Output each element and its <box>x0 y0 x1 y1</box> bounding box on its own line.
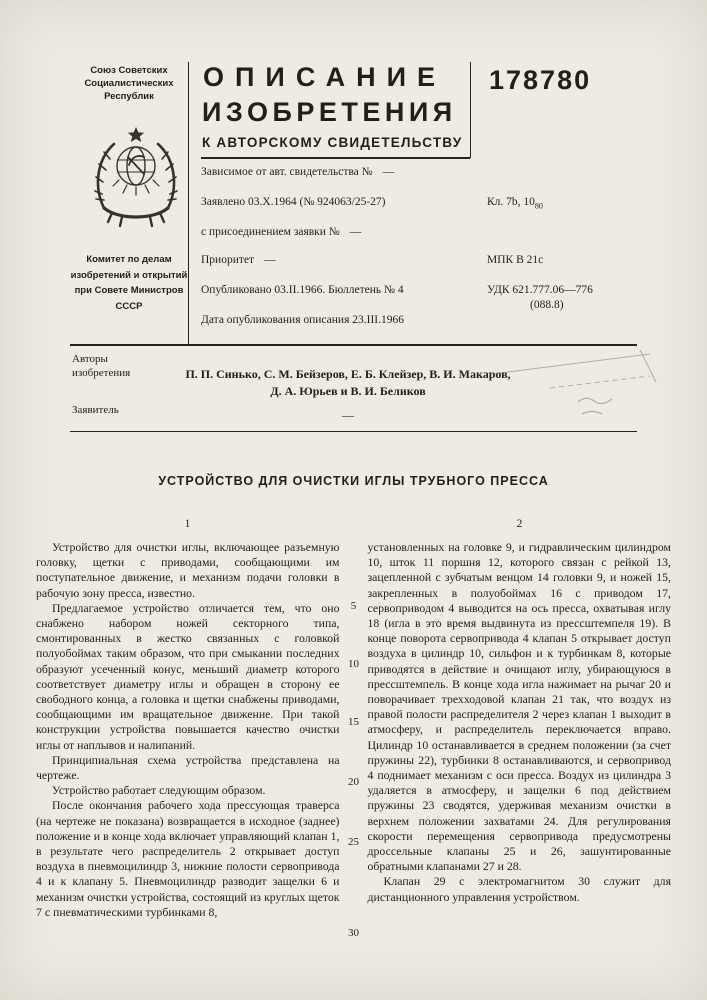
field-label: с присоединением заявки № <box>201 226 340 238</box>
body-paragraph: установленных на головке 9, и гидравлическим цилиндром 10, шток 11 поршня 12, которого связан с рейкой 13, зацепленной с зубчатым венцом 14 головки 9, и ножей 15, закрепленных в полуобоймах 16 с приводом 17, сервоприводом 4 выводится на ось пресса, охватывая иглу 18 (игла в это время выдвинута из прессштемпеля 19). В конце поворота сервопривода 4 клапан 5 открывает доступ воздуха в цилиндр 10, сильфон и к турбинкам 8, которые приводятся в действие и очищают иглу, убирающуюся в прессштемпель. В конце хода игла нажимает на рычаг 20 и поворачивает трехходовой клапан 21 так, что воздух из правой полости распределителя 2 через клапан 1 выходит в атмосферу, и распределитель переключается вправо. Цилиндр 10 останавливается в среднем положении (за счет пружины 22), турбинки 8 останавливаются, и сервопривод 4 поднимает механизм с оси пресса. Воздух из цилиндра 3 удаляется в атмосферу, и защелки 6 под действием пружины 23 сводятся, удерживая механизм очистки в верхнем положении захватами 24. Для регулирования скорости перемещения сервопривода предусмотрены дроссельные клапаны 25 и 26, зашунтированные обратными клапанами 27 и 28. <box>367 540 671 874</box>
committee-name <box>58 252 200 314</box>
ussr-emblem-icon <box>88 124 184 235</box>
line-number: 15 <box>348 716 359 728</box>
patent-number: 178780 <box>470 62 638 158</box>
authors-label-line: изобретения <box>72 367 131 379</box>
column-header-1: 1 <box>184 518 191 530</box>
field-label: Дата опубликования описания 23.III.1966 <box>201 314 404 326</box>
union-line: Социалистических <box>84 78 174 89</box>
doc-title-izobreteniya: ИЗОБРЕТЕНИЯ <box>202 97 457 127</box>
classification-udc: УДК 621.777.06—776 <box>487 284 593 296</box>
field-label: Опубликовано 03.II.1966. Бюллетень № 4 <box>201 284 404 296</box>
line-number: 30 <box>348 927 359 939</box>
field-joined <box>201 226 486 238</box>
body-paragraph: Устройство для очистки иглы, включающее разъемную головку, щетки с приводами, сообщающими им поступательное движение, и механизм подачи головки в рабочую зону пресса, известно. <box>36 540 340 600</box>
line-number: 20 <box>348 776 359 788</box>
body-paragraph: Клапан 29 с электромагнитом 30 служит для дистанционного управления устройством. <box>367 874 671 904</box>
vertical-divider <box>188 62 189 345</box>
applicant-label: Заявитель <box>72 404 119 416</box>
horizontal-rule <box>70 344 637 346</box>
authors-label <box>72 352 130 380</box>
applicant-value: — <box>342 408 354 422</box>
committee-line: изобретений и открытий <box>70 269 188 281</box>
line-number: 10 <box>348 658 359 670</box>
classification-udc2: (088.8) <box>530 299 564 311</box>
committee-line: при Совете Министров <box>74 285 184 296</box>
field-dependent <box>201 166 486 178</box>
body-paragraph: Предлагаемое устройство отличается тем, что оно снабжено набором ножей секторного типа, смонтированных в жестко связанных с головкой полуобоймах таким образом, что при смыкании последних образуют усеченный конус, меньший диаметр которого соответствует диаметру иглы и обращен в сторону ее свободного конца, а головка и щетки снабжены приводами, сообщающими им вращательное движение. При такой конструкции устройства повышается качество очистки иглы от наплывов и налипаний. <box>36 600 340 752</box>
body-text <box>36 540 671 920</box>
doc-title-opisanie: ОПИСАНИЕ <box>203 62 447 92</box>
stamp-mark <box>490 348 658 433</box>
invention-title: УСТРОЙСТВО ДЛЯ ОЧИСТКИ ИГЛЫ ТРУБНОГО ПРЕССА <box>158 474 549 488</box>
committee-line: Комитет по делам <box>86 254 172 265</box>
body-paragraph: Устройство работает следующим образом. <box>52 783 266 798</box>
classification-ipc: МПК В 21с <box>487 254 544 266</box>
authors-names <box>165 366 531 399</box>
body-paragraph: После окончания рабочего хода прессующая траверса (на чертеже не показана) возвращается в исходное (заднее) положение и в конце хода включает управляющий клапан 1, в результате чего распределитель 2 открывает доступ воздуха в пневмоцилиндр 3, нижние полости сервопривода 4 и к клапану 5. Пневмоцилиндр разводит защелки 6 и механизм очистки устройства, состоящий из круглых щеток 7 с пневматическими турбинками 8, <box>36 798 340 919</box>
field-value: — <box>349 226 362 238</box>
field-label: Зависимое от авт. свидетельства № <box>201 166 373 178</box>
classification-class <box>487 196 543 210</box>
field-description-date <box>201 314 486 326</box>
field-label: Приоритет <box>201 254 255 266</box>
column-2 <box>368 540 672 920</box>
column-1 <box>36 540 340 920</box>
union-line: Республик <box>104 91 154 102</box>
field-label: Заявлено 03.X.1964 (№ 924063/25-27) <box>201 196 386 208</box>
union-line: Союз Советских <box>90 65 168 76</box>
body-paragraph: Принципиальная схема устройства представлена на чертеже. <box>36 752 340 783</box>
field-filed <box>201 196 486 208</box>
doc-subtitle: К АВТОРСКОМУ СВИДЕТЕЛЬСТВУ <box>202 135 463 150</box>
union-name <box>60 64 198 103</box>
committee-line: СССР <box>115 300 143 312</box>
field-value: — <box>264 254 276 266</box>
column-header-2: 2 <box>516 518 523 530</box>
subtitle-rule <box>201 157 470 159</box>
line-number: 5 <box>350 600 357 612</box>
class-subscript: 80 <box>534 201 543 211</box>
line-number: 25 <box>348 836 359 848</box>
class-label: Кл. 7b, 10 <box>487 196 535 208</box>
field-value: — <box>382 166 395 178</box>
authors-label-line: Авторы <box>72 353 108 365</box>
field-published <box>201 284 486 296</box>
authors-names-line: П. П. Синько, С. М. Бейзеров, Е. Б. Клейзер, В. И. Макаров, <box>185 367 511 381</box>
authors-names-line: Д. А. Юрьев и В. И. Беликов <box>270 383 426 398</box>
horizontal-rule <box>70 431 637 432</box>
field-priority <box>201 254 486 266</box>
